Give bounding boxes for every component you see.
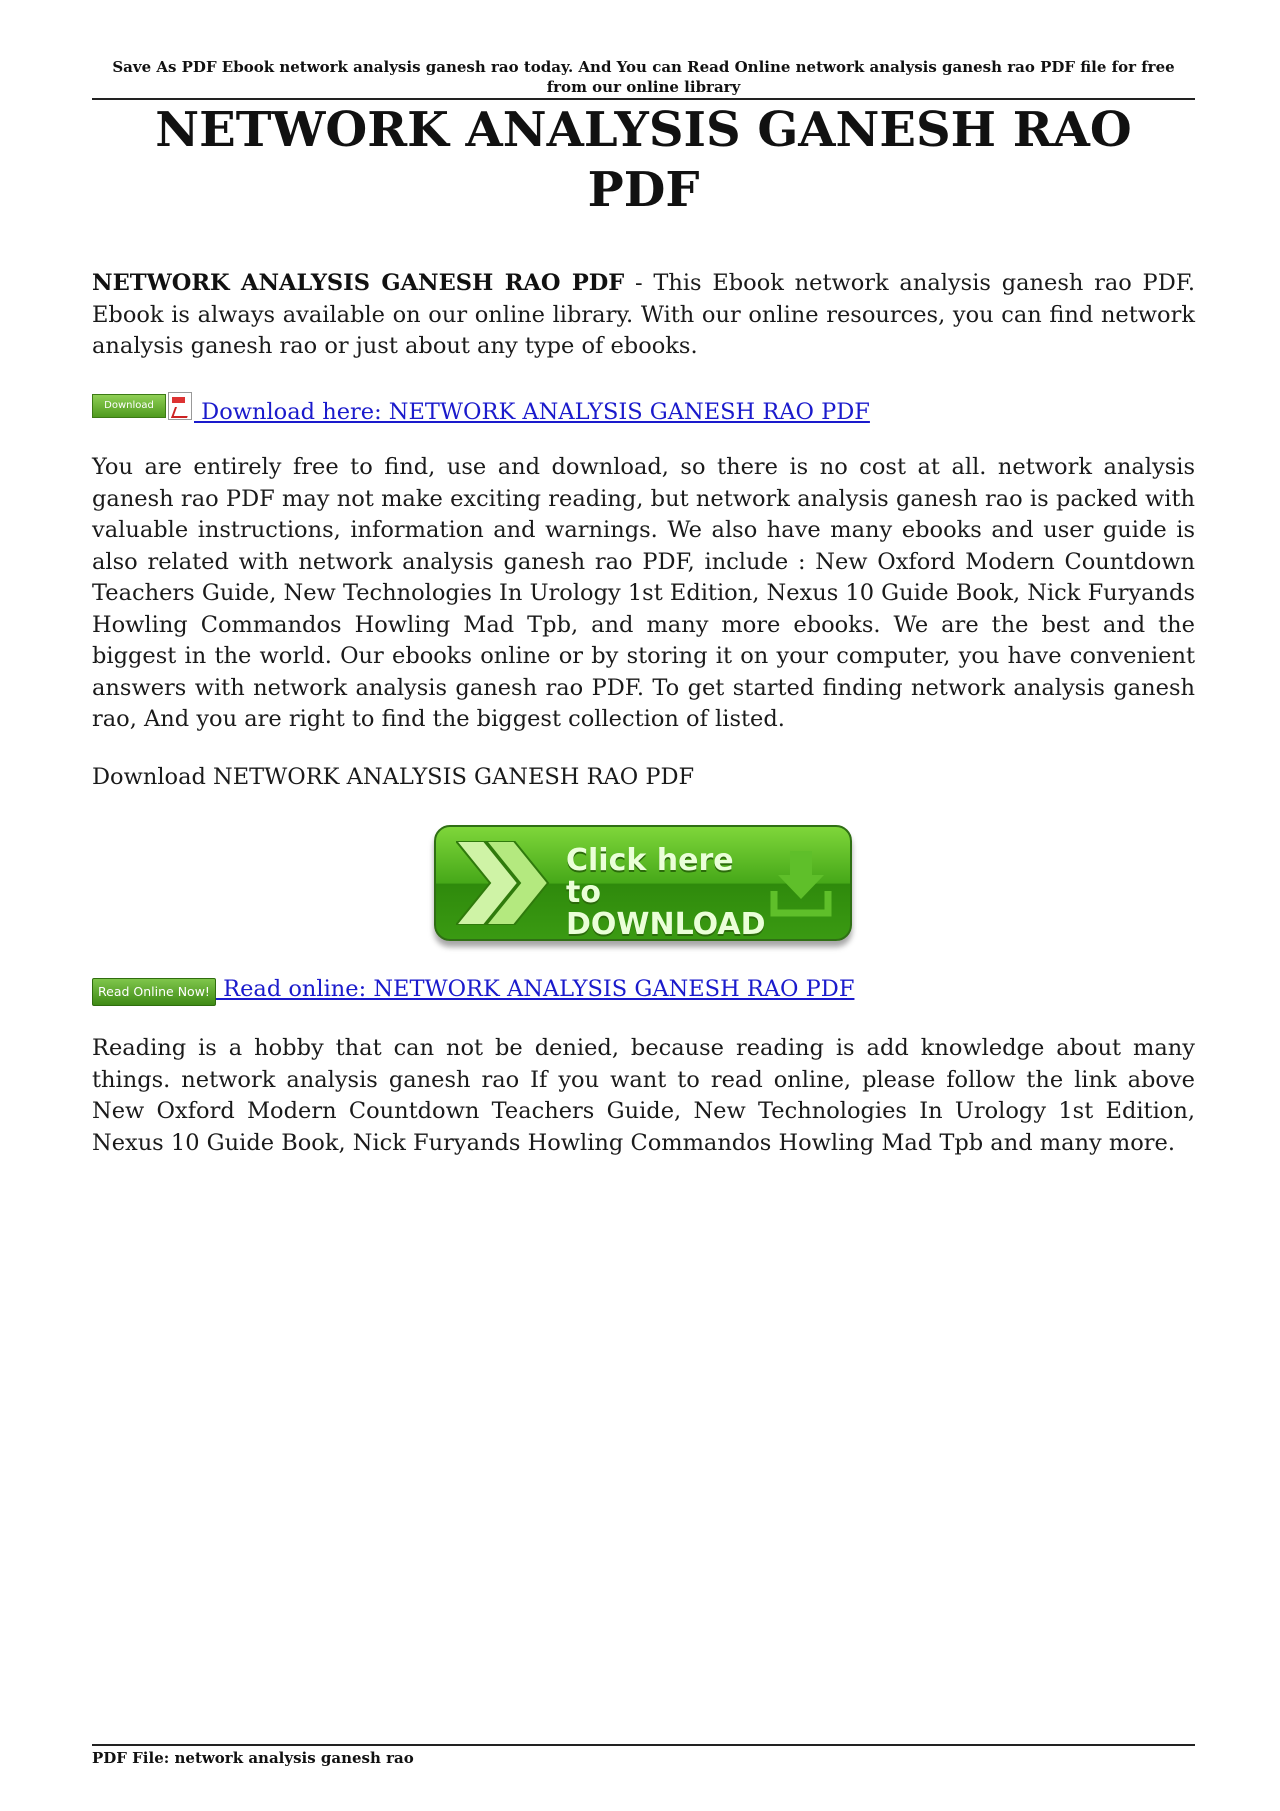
pdf-file-icon xyxy=(168,392,192,420)
page-title: NETWORK ANALYSIS GANESH RAO PDF xyxy=(155,102,1132,218)
download-here-link[interactable]: Download here: NETWORK ANALYSIS GANESH RAO PDF xyxy=(194,399,870,425)
footer-divider xyxy=(92,1744,1195,1746)
intro-paragraph xyxy=(92,268,1195,363)
closing-paragraph: Reading is a hobby that can not be denied, because reading is add knowledge about many things. network analysis ganesh rao If you want to read online, please follow the link above New Oxford Modern Countdown Teachers Guide, New Technologies In Urology 1st Edition, Nexus 10 Guide Book, Nick Furyands Howling Commandos Howling Mad Tpb and many more. xyxy=(92,1035,1195,1156)
download-badge-label: Download xyxy=(92,394,166,418)
download-heading: Download NETWORK ANALYSIS GANESH RAO PDF xyxy=(92,764,695,790)
click-here-to-download-button[interactable] xyxy=(434,825,852,941)
intro-text: - This Ebook network analysis ganesh rao PDF. Ebook is always available on our online library. With our online resources, you can find network analysis ganesh rao or just about any type of ebooks. xyxy=(92,270,1195,359)
download-badge[interactable] xyxy=(92,392,194,421)
download-link-row xyxy=(92,392,1195,428)
big-button-label: Click here to DOWNLOAD xyxy=(566,843,766,941)
body-paragraph: You are entirely free to find, use and download, so there is no cost at all. network analysis ganesh rao PDF may not make exciting reading, but network analysis ganesh rao is packed with valuable instructions, information and warnings. We also have many ebooks and user guide is also related with network analysis ganesh rao PDF, include : New Oxford Modern Countdown Teachers Guide, New Technologies In Urology 1st Edition, Nexus 10 Guide Book, Nick Furyands Howling Commandos Howling Mad Tpb, and many more ebooks. We are the best and the biggest in the world. Our ebooks online or by storing it on your computer, you have convenient answers with network analysis ganesh rao PDF. To get started finding network analysis ganesh rao, And you are right to find the biggest collection of listed. xyxy=(92,454,1195,732)
intro-bold-title: NETWORK ANALYSIS GANESH RAO PDF xyxy=(92,270,625,296)
read-online-link[interactable]: Read online: NETWORK ANALYSIS GANESH RAO PDF xyxy=(216,976,855,1002)
read-online-badge[interactable]: Read Online Now! xyxy=(92,978,216,1006)
chevrons-icon xyxy=(456,841,566,925)
read-online-link-row xyxy=(92,974,1195,1006)
download-arrow-icon xyxy=(770,851,832,917)
header-note: Save As PDF Ebook network analysis ganesh rao today. And You can Read Online network analysis ganesh rao PDF file for free from our online library xyxy=(112,58,1175,96)
footer-note: PDF File: network analysis ganesh rao xyxy=(92,1749,414,1767)
